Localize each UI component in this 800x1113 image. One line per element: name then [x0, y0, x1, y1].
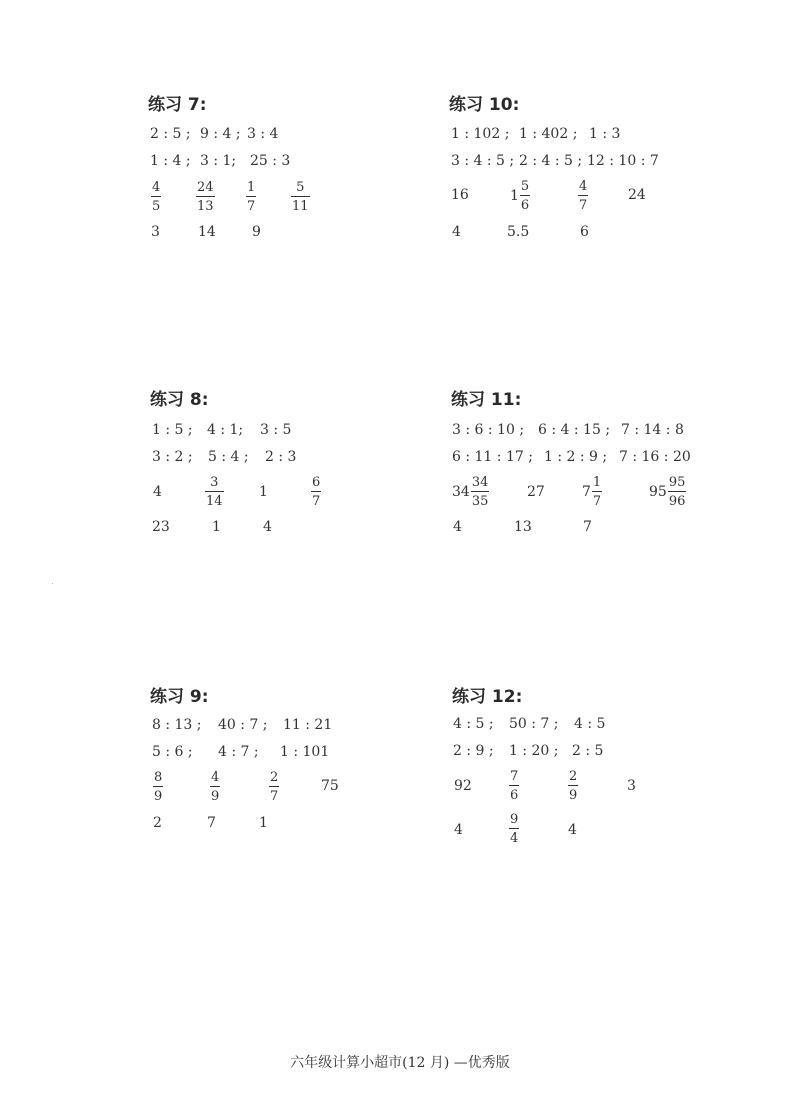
numerator: 7: [510, 769, 519, 784]
answer: 24: [628, 187, 646, 203]
fraction-answer: [578, 180, 588, 212]
answer: 3 : 2 ;: [152, 449, 193, 465]
answer: 1 : 5 ;: [152, 422, 193, 438]
answer: 3: [627, 778, 636, 794]
numerator: 9: [510, 812, 519, 827]
exercise-8-title: 练习 8:: [150, 390, 209, 410]
answer: 16: [451, 187, 469, 203]
fraction-answer: [246, 181, 256, 213]
fraction-answer: [151, 181, 161, 213]
numerator: 5: [296, 180, 305, 195]
denominator: 6: [520, 198, 530, 213]
answer: 4: [263, 519, 272, 535]
exercise-12-title: 练习 12:: [452, 687, 523, 707]
answer: 1 : 4 ;: [150, 153, 191, 169]
fraction-answer: [509, 770, 519, 802]
whole-part: 34: [452, 484, 470, 500]
answer: 23: [152, 519, 170, 535]
answer: 92: [454, 778, 472, 794]
answer: 4 : 7 ;: [218, 744, 259, 760]
answer: 3 : 6 : 10 ;: [452, 422, 525, 438]
denominator: 96: [668, 494, 686, 509]
numerator: 3: [210, 475, 219, 490]
denominator: 9: [154, 789, 163, 804]
answer: 25 : 3: [250, 153, 291, 169]
numerator: 34: [471, 475, 489, 490]
answer: 2: [153, 815, 162, 831]
fraction-part: [668, 476, 687, 508]
answer: 1 : 102 ;: [451, 126, 510, 142]
fraction-answer: [210, 771, 220, 803]
answer: 2 : 5: [572, 743, 604, 759]
exercise-7-title: 练习 7:: [148, 95, 207, 115]
denominator: 7: [270, 789, 279, 804]
answer: 3 : 4: [247, 126, 279, 142]
fraction-answer: [291, 181, 310, 213]
answer: 7: [207, 815, 216, 831]
answer: 40 : 7 ;: [218, 717, 268, 733]
answer: 1 : 101: [280, 744, 330, 760]
fraction-answer: [205, 476, 224, 508]
numerator: 1: [247, 180, 256, 195]
denominator: 7: [592, 494, 602, 509]
answer: 2 : 4 : 5 ;: [519, 153, 583, 169]
answer: 7 : 14 : 8: [621, 422, 684, 438]
answer: 6 : 11 : 17 ;: [452, 449, 533, 465]
numerator: 4: [152, 180, 161, 195]
answer: 1 : 402 ;: [519, 126, 578, 142]
denominator: 7: [312, 494, 321, 509]
denominator: 7: [579, 198, 588, 213]
denominator: 13: [197, 199, 214, 214]
answer: 4: [568, 822, 577, 838]
whole-part: 7: [582, 484, 591, 500]
numerator: 6: [312, 475, 321, 490]
numerator: 24: [197, 180, 214, 195]
answer: 6: [580, 224, 589, 240]
answer: 4 : 5: [574, 716, 606, 732]
answer: 5.5: [507, 224, 530, 240]
mixed-number-answer: [649, 476, 686, 508]
answer: 1 : 20 ;: [509, 743, 559, 759]
fraction-answer: [568, 770, 578, 802]
answer: 12 : 10 : 7: [587, 153, 659, 169]
numerator: 95: [668, 475, 686, 490]
denominator: 7: [247, 199, 256, 214]
numerator: 8: [154, 770, 163, 785]
fraction-answer: [153, 771, 163, 803]
fraction-answer: [269, 771, 279, 803]
fraction-part: [471, 476, 490, 508]
fraction-answer: [509, 813, 519, 845]
answer: 1: [259, 815, 268, 831]
answer: 3 : 4 : 5 ;: [451, 153, 515, 169]
mixed-number-answer: [452, 476, 489, 508]
denominator: 35: [471, 494, 489, 509]
fraction-answer: [196, 181, 215, 213]
answer: 14: [198, 224, 216, 240]
denominator: 6: [510, 788, 519, 803]
numerator: 1: [592, 475, 602, 490]
answer: 1: [212, 519, 221, 535]
answer: 2 : 5 ;: [150, 126, 191, 142]
answer: 8 : 13 ;: [152, 717, 202, 733]
answer: 5 : 6 ;: [152, 744, 193, 760]
denominator: 9: [211, 789, 220, 804]
page-footer: 六年级计算小超市(12 月) —优秀版: [290, 1055, 510, 1071]
answer: 13: [514, 519, 532, 535]
answer: 3 : 1;: [200, 153, 237, 169]
answer: 4: [153, 484, 162, 500]
answer: 9: [252, 224, 261, 240]
answer: 11 : 21: [283, 717, 333, 733]
mixed-number-answer: [582, 476, 602, 508]
answer: 4: [452, 224, 461, 240]
answer: 1: [259, 484, 268, 500]
answer: 27: [527, 484, 545, 500]
answer: 1 : 2 : 9 ;: [544, 449, 608, 465]
numerator: 2: [270, 770, 279, 785]
answer: 2 : 9 ;: [453, 743, 494, 759]
numerator: 4: [211, 770, 220, 785]
answer: 4: [454, 822, 463, 838]
scan-speck: [52, 583, 53, 584]
answer: 7: [583, 519, 592, 535]
answer: 75: [321, 778, 339, 794]
answer: 7 : 16 : 20: [619, 449, 691, 465]
answer: 4 : 5 ;: [453, 716, 494, 732]
exercise-10-title: 练习 10:: [449, 95, 520, 115]
answer: 1 : 3: [589, 126, 621, 142]
answer: 6 : 4 : 15 ;: [538, 422, 611, 438]
denominator: 4: [510, 831, 519, 846]
mixed-number-answer: [510, 180, 530, 212]
answer: 2 : 3: [265, 449, 297, 465]
answer: 4 : 1;: [207, 422, 244, 438]
denominator: 5: [152, 199, 161, 214]
fraction-part: [520, 180, 530, 212]
fraction-part: [592, 476, 602, 508]
denominator: 9: [569, 788, 578, 803]
denominator: 14: [206, 494, 223, 509]
answer: 3: [151, 224, 160, 240]
fraction-answer: [311, 476, 321, 508]
answer: 3 : 5: [260, 422, 292, 438]
numerator: 5: [520, 179, 530, 194]
answer: 9 : 4 ;: [200, 126, 241, 142]
numerator: 2: [569, 769, 578, 784]
whole-part: 95: [649, 484, 667, 500]
whole-part: 1: [510, 188, 519, 204]
exercise-11-title: 练习 11:: [451, 390, 522, 410]
denominator: 11: [292, 199, 309, 214]
answer: 50 : 7 ;: [509, 716, 559, 732]
numerator: 4: [579, 179, 588, 194]
exercise-9-title: 练习 9:: [150, 687, 209, 707]
answer: 5 : 4 ;: [208, 449, 249, 465]
answer: 4: [453, 519, 462, 535]
